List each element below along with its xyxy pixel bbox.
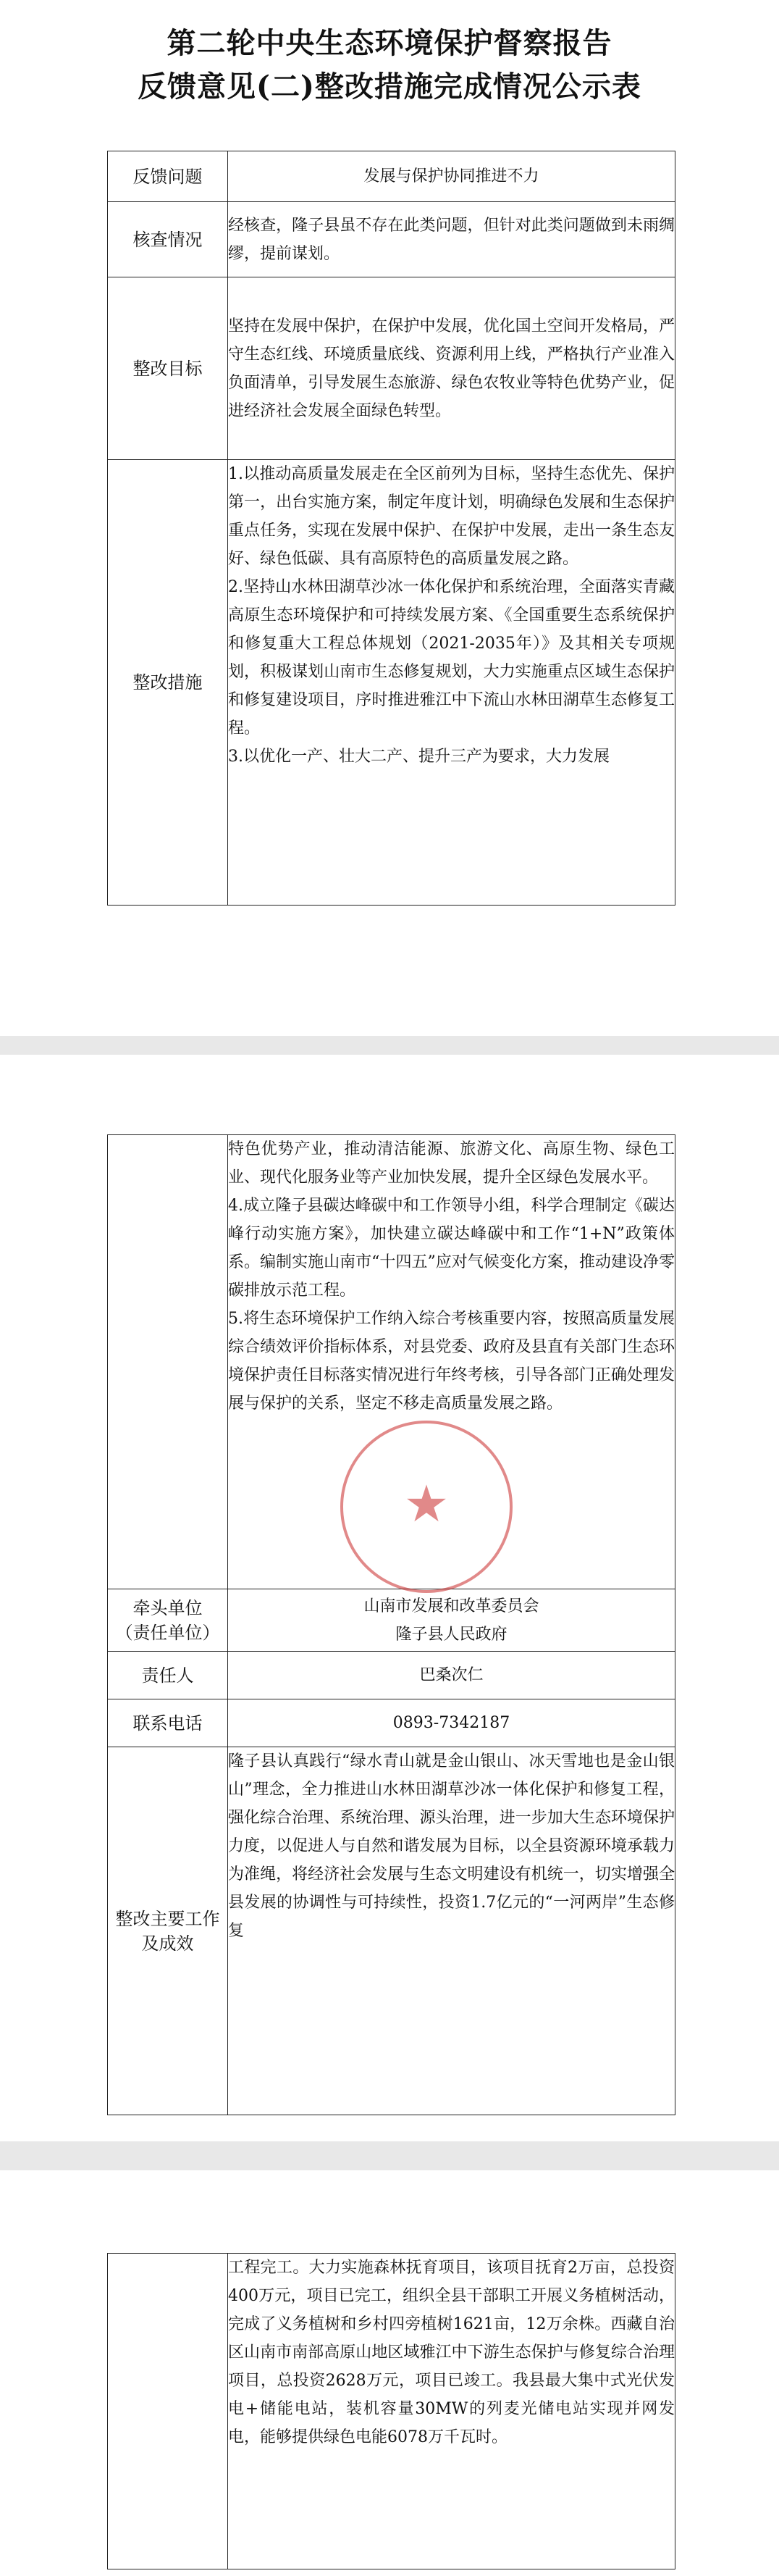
- measures-continued-label: [108, 1135, 228, 1589]
- check-label: 核查情况: [108, 202, 228, 277]
- measures-label: 整改措施: [108, 460, 228, 906]
- document-title-line1: 第二轮中央生态环境保护督察报告: [167, 26, 612, 60]
- lead-unit-label-line1: 牵头单位: [132, 1597, 203, 1618]
- measure-item: 2.坚持山水林田湖草沙冰一体化保护和系统治理，全面落实青藏高原生态环境保护和可持续发展方案、《全国重要生态系统保护和修复重大工程总体规划（2021-2035年）》及其相关专项规划，积极谋划山南市生态修复规划，大力实施重点区域生态保护和修复建设项目，序时推进雅江中下流山水林田湖草生态修复工程。: [228, 578, 675, 737]
- page-gap: [0, 2141, 779, 2170]
- form-table-part2: [107, 1134, 675, 2115]
- check-value: 经核查，隆子县虽不存在此类问题，但针对此类问题做到未雨绸缪，提前谋划。: [228, 202, 675, 277]
- form-table-part3: [107, 2253, 675, 2569]
- person-label: 责任人: [108, 1652, 228, 1699]
- measures-value: [228, 460, 675, 906]
- phone-label: 联系电话: [108, 1699, 228, 1747]
- document-page-2: [0, 1055, 779, 2141]
- official-seal: [340, 1421, 513, 1593]
- measure-item: 5.将生态环境保护工作纳入综合考核重要内容，按照高质量发展综合绩效评价指标体系，对县党委、政府及县直有关部门生态环境保护责任目标落实情况进行年终考核，引导各部门正确处理发展与保护的关系，坚定不移走高质量发展之路。: [228, 1310, 675, 1413]
- document-title-line2: 反馈意见(二)整改措施完成情况公示表: [138, 70, 641, 104]
- result-label-line2: 及成效: [141, 1933, 194, 1954]
- measure-item: 1.以推动高质量发展走在全区前列为目标，坚持生态优先、保护第一，出台实施方案，制定年度计划，明确绿色发展和生态保护重点任务，实现在发展中保护、在保护中发展，走出一条生态友好、绿色低碳、具有高原特色的高质量发展之路。: [228, 465, 675, 568]
- lead-unit-label-line2: （责任单位）: [115, 1622, 220, 1643]
- lead-unit-value-line1: 山南市发展和改革委员会: [363, 1597, 539, 1615]
- document-page-1: [0, 0, 779, 1036]
- problem-label: 反馈问题: [108, 151, 228, 202]
- form-table-part1: [107, 151, 675, 906]
- page-gap: [0, 1036, 779, 1055]
- document-page-3: [0, 2170, 779, 2576]
- result-continued-label: [108, 2254, 228, 2569]
- lead-unit-label: [108, 1589, 228, 1652]
- measure-item: 4.成立隆子县碳达峰碳中和工作领导小组，科学合理制定《碳达峰行动实施方案》，加快建立碳达峰碳中和工作“1+N”政策体系。编制实施山南市“十四五”应对气候变化方案，推动建设净零碳排放示范工程。: [228, 1197, 675, 1300]
- measure-item: 特色优势产业，推动清洁能源、旅游文化、高原生物、绿色工业、现代化服务业等产业加快发展，提升全区绿色发展水平。: [228, 1140, 675, 1187]
- result-label: [108, 1747, 228, 2115]
- lead-unit-value: [228, 1589, 675, 1652]
- result-continued-value: 工程完工。大力实施森林抚育项目，该项目抚育2万亩，总投资400万元，项目已完工，组织全县干部职工开展义务植树活动，完成了义务植树和乡村四旁植树1621亩，12万余株。西藏自治区山南市南部高原山地区域雅江中下游生态保护与修复综合治理项目，总投资2628万元，项目已竣工。我县最大集中式光伏发电+储能电站，装机容量30MW的列麦光储电站实现并网发电，能够提供绿色电能6078万千瓦时。: [228, 2254, 675, 2569]
- problem-value: 发展与保护协同推进不力: [228, 151, 675, 202]
- goal-label: 整改目标: [108, 277, 228, 460]
- result-value: 隆子县认真践行“绿水青山就是金山银山、冰天雪地也是金山银山”理念，全力推进山水林田湖草沙冰一体化保护和修复工程，强化综合治理、系统治理、源头治理，进一步加大生态环境保护力度，以促进人与自然和谐发展为目标，以全县资源环境承载力为准绳，将经济社会发展与生态文明建设有机统一，切实增强全县发展的协调性与可持续性，投资1.7亿元的“一河两岸”生态修复: [228, 1747, 675, 2115]
- lead-unit-value-line2: 隆子县人民政府: [395, 1625, 508, 1644]
- seal-star-icon: ★: [403, 1474, 450, 1534]
- result-label-line1: 整改主要工作: [115, 1908, 220, 1929]
- phone-value: 0893-7342187: [228, 1699, 675, 1747]
- person-value: 巴桑次仁: [228, 1652, 675, 1699]
- measure-item: 3.以优化一产、壮大二产、提升三产为要求，大力发展: [228, 748, 610, 766]
- goal-value: 坚持在发展中保护，在保护中发展，优化国土空间开发格局，严守生态红线、环境质量底线、资源利用上线，严格执行产业准入负面清单，引导发展生态旅游、绿色农牧业等特色优势产业，促进经济社会发展全面绿色转型。: [228, 277, 675, 460]
